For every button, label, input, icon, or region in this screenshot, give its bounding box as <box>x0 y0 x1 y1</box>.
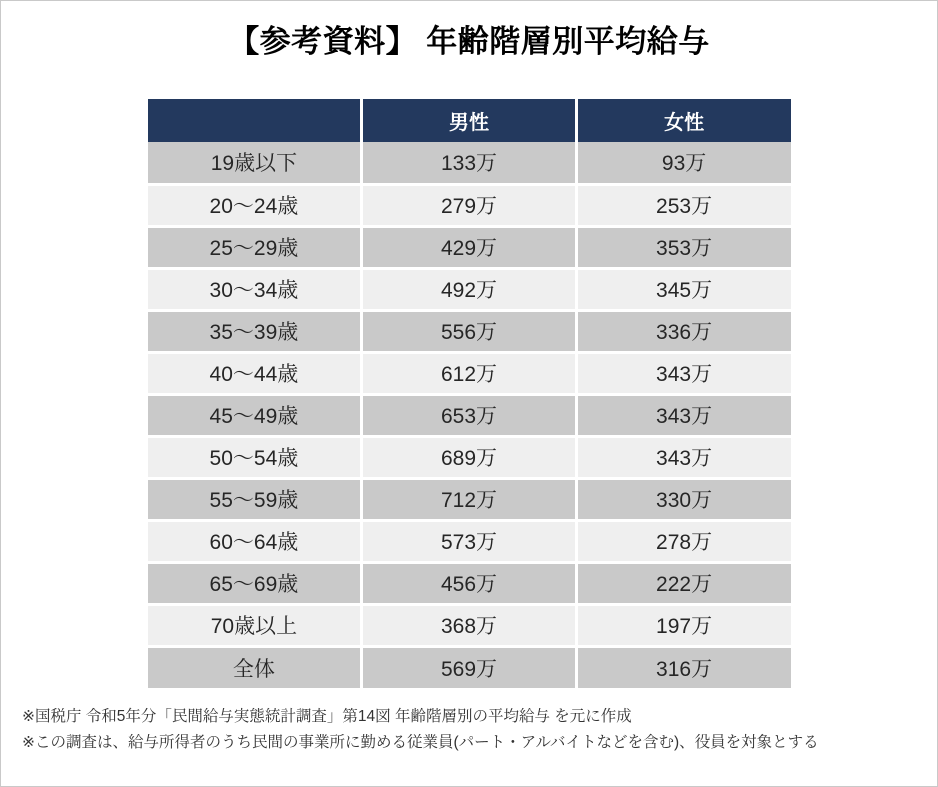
salary-table <box>148 99 791 688</box>
table-row <box>148 478 791 520</box>
female-salary-cell: 330万 <box>576 478 790 520</box>
age-group-cell: 55〜59歳 <box>148 478 362 520</box>
age-group-cell: 全体 <box>148 646 362 688</box>
table-row <box>148 562 791 604</box>
female-salary-cell: 278万 <box>576 520 790 562</box>
age-group-cell: 50〜54歳 <box>148 436 362 478</box>
table-head <box>148 99 791 142</box>
female-salary-cell: 197万 <box>576 604 790 646</box>
male-salary-cell: 653万 <box>362 394 576 436</box>
table-row <box>148 646 791 688</box>
table-row <box>148 352 791 394</box>
female-salary-cell: 253万 <box>576 184 790 226</box>
table-row <box>148 268 791 310</box>
female-salary-cell: 336万 <box>576 310 790 352</box>
male-salary-cell: 456万 <box>362 562 576 604</box>
female-salary-cell: 353万 <box>576 226 790 268</box>
age-group-cell: 19歳以下 <box>148 142 362 184</box>
table-header-row <box>148 99 791 142</box>
table-row <box>148 226 791 268</box>
table-body <box>148 142 791 688</box>
female-salary-cell: 316万 <box>576 646 790 688</box>
age-group-cell: 70歳以上 <box>148 604 362 646</box>
male-salary-cell: 612万 <box>362 352 576 394</box>
male-salary-cell: 556万 <box>362 310 576 352</box>
age-group-cell: 30〜34歳 <box>148 268 362 310</box>
male-salary-cell: 133万 <box>362 142 576 184</box>
female-salary-cell: 343万 <box>576 394 790 436</box>
footnote-scope: ※この調査は、給与所得者のうち民間の事業所に勤める従業員(パート・アルバイトなどを含む)、役員を対象とする <box>22 734 819 751</box>
table-row <box>148 184 791 226</box>
male-salary-cell: 573万 <box>362 520 576 562</box>
footnotes <box>22 704 927 756</box>
table-row <box>148 520 791 562</box>
female-salary-cell: 222万 <box>576 562 790 604</box>
footnote-source: ※国税庁 令和5年分「民間給与実態統計調査」第14図 年齢階層別の平均給与 を元に作成 <box>22 708 632 725</box>
age-group-cell: 60〜64歳 <box>148 520 362 562</box>
column-header <box>148 99 362 142</box>
table-row <box>148 436 791 478</box>
male-salary-cell: 569万 <box>362 646 576 688</box>
age-group-cell: 20〜24歳 <box>148 184 362 226</box>
male-salary-cell: 712万 <box>362 478 576 520</box>
table-row <box>148 310 791 352</box>
table-row <box>148 604 791 646</box>
age-group-cell: 40〜44歳 <box>148 352 362 394</box>
female-salary-cell: 345万 <box>576 268 790 310</box>
female-salary-cell: 343万 <box>576 436 790 478</box>
male-salary-cell: 492万 <box>362 268 576 310</box>
table-row <box>148 142 791 184</box>
male-salary-cell: 429万 <box>362 226 576 268</box>
age-group-cell: 45〜49歳 <box>148 394 362 436</box>
age-group-cell: 65〜69歳 <box>148 562 362 604</box>
page-title: 【参考資料】 年齢階層別平均給与 <box>228 24 710 59</box>
male-salary-cell: 279万 <box>362 184 576 226</box>
female-salary-cell: 93万 <box>576 142 790 184</box>
age-group-cell: 25〜29歳 <box>148 226 362 268</box>
age-group-cell: 35〜39歳 <box>148 310 362 352</box>
column-header: 男性 <box>362 99 576 142</box>
column-header: 女性 <box>576 99 790 142</box>
female-salary-cell: 343万 <box>576 352 790 394</box>
male-salary-cell: 689万 <box>362 436 576 478</box>
table-row <box>148 394 791 436</box>
male-salary-cell: 368万 <box>362 604 576 646</box>
